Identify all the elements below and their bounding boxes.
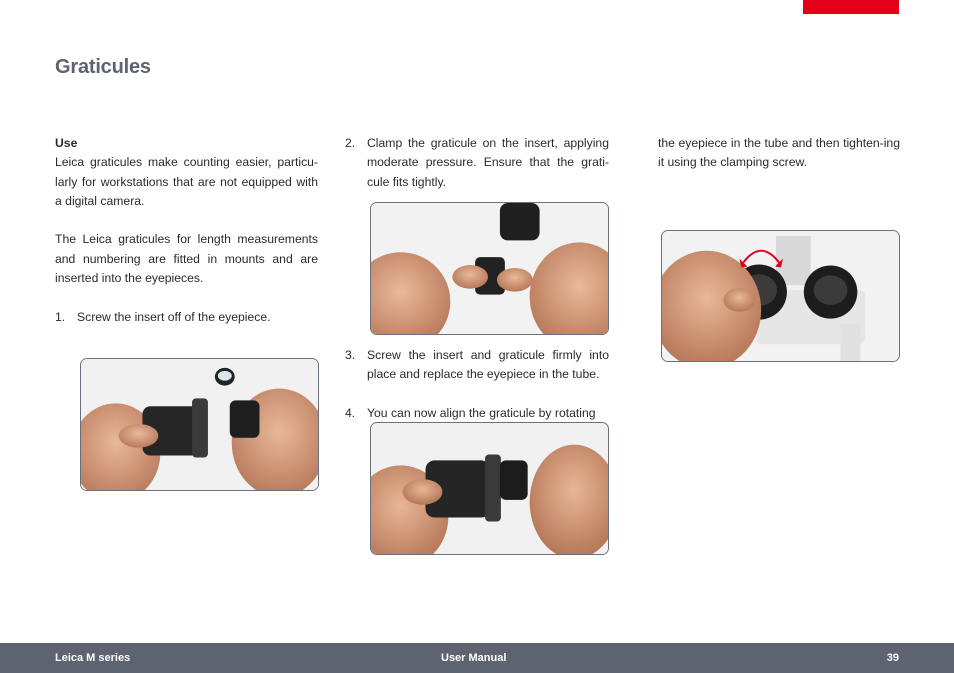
- step-4: [345, 404, 609, 423]
- step-1: [55, 308, 318, 327]
- photo-unscrew-insert-illustration: [81, 359, 318, 490]
- photo-unscrew-insert: [80, 358, 319, 491]
- column-1: [55, 134, 318, 327]
- photo-clamp-graticule: [370, 202, 609, 335]
- footer-page-number: 39: [886, 652, 899, 664]
- photo-screw-insert: [370, 422, 609, 555]
- step-3-text: Screw the insert and graticule firmly into place and replace the eyepiece in the tube.: [367, 348, 609, 382]
- page-footer: [0, 643, 954, 673]
- column-2: [345, 134, 609, 192]
- photo-screw-insert-illustration: [371, 423, 608, 554]
- photo-rotate-eyepiece-illustration: [662, 231, 899, 361]
- step-3-number: 3.: [345, 348, 356, 362]
- paragraph-graticule-types: The Leica graticules for length measurements and numbering are fitted in mounts and are inserted into the eyepieces.: [55, 232, 318, 286]
- photo-clamp-graticule-illustration: [371, 203, 608, 334]
- step-2-number: 2.: [345, 136, 356, 150]
- photo-rotate-eyepiece: [661, 230, 900, 362]
- step-3: [345, 346, 609, 385]
- page-title: Graticules: [55, 56, 151, 78]
- paragraph-use-intro: Leica graticules make counting easier, particu-larly for workstations that are not equipped with a digital camera.: [55, 155, 318, 208]
- column-3: [658, 134, 900, 173]
- step-1-number: 1.: [55, 309, 66, 324]
- step-1-text: Screw the insert off of the eyepiece.: [77, 309, 271, 324]
- step-2-text: Clamp the graticule on the insert, applying moderate pressure. Ensure that the grati-cule fits tightly.: [367, 136, 609, 189]
- footer-product-name: Leica M series: [55, 652, 131, 664]
- footer-document-title: User Manual: [441, 652, 507, 664]
- header-accent-tab: [803, 0, 899, 14]
- step-4-text: You can now align the graticule by rotating: [367, 405, 596, 420]
- step-4-number: 4.: [345, 405, 356, 420]
- section-heading-use: Use: [55, 136, 78, 150]
- step-4-continuation: the eyepiece in the tube and then tighten-ing it using the clamping screw.: [658, 136, 900, 170]
- column-2-lower: [345, 346, 609, 423]
- step-2: [345, 134, 609, 192]
